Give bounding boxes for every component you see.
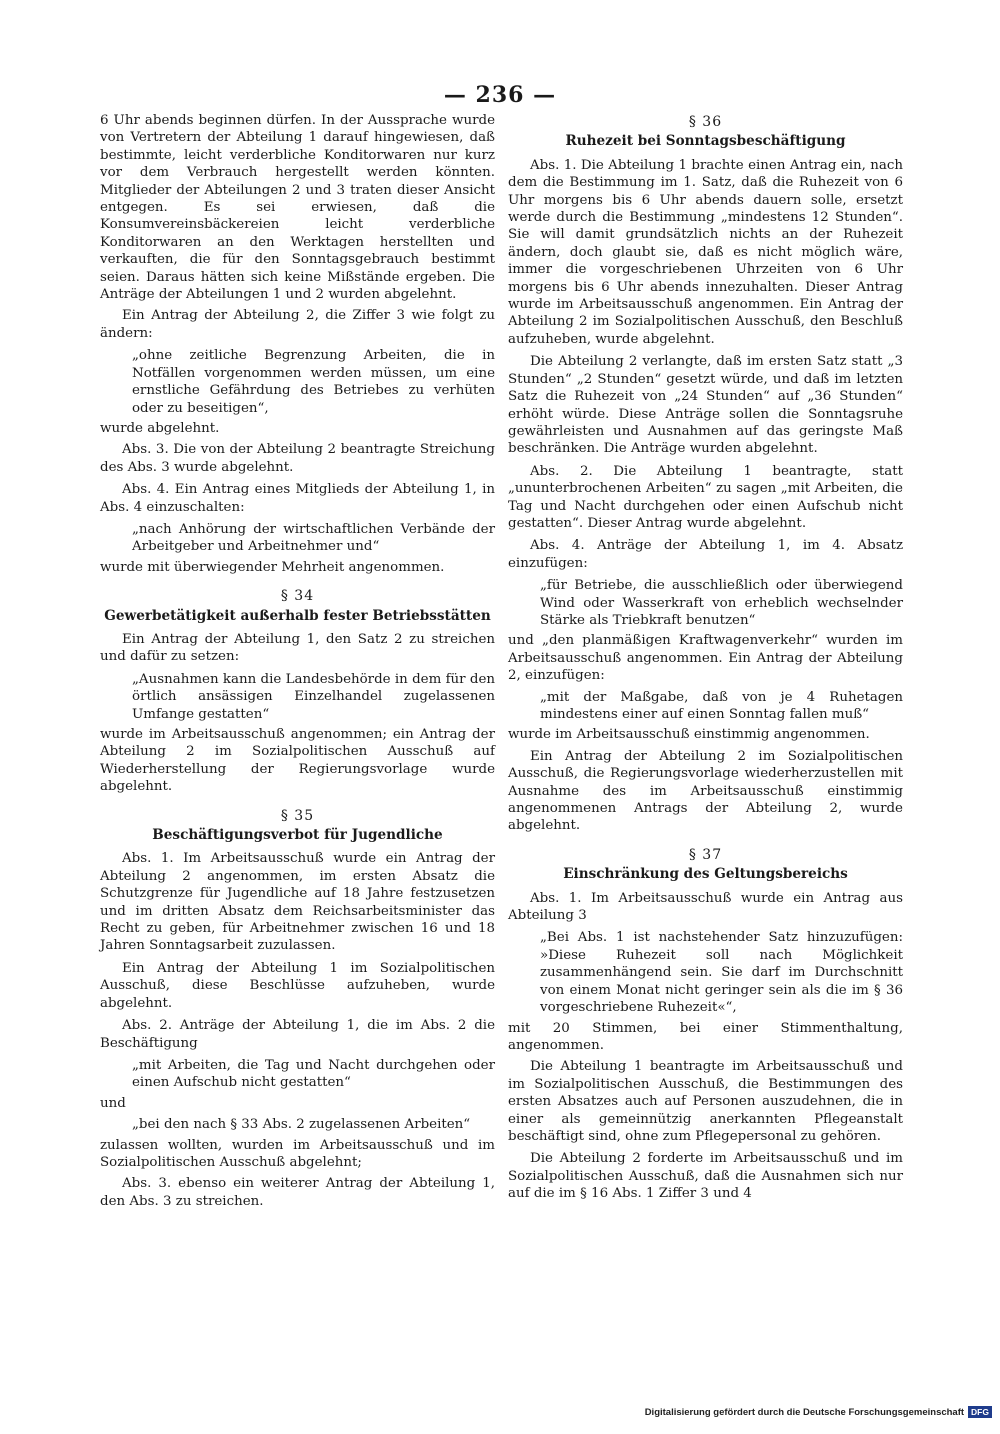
paragraph: Abs. 1. Im Arbeitsausschuß wurde ein Antrag der Abteilung 2 angenommen, im ersten Absatz die Schutzgrenze für Jugendliche auf 18 Jahre festzusetzen und im dritten Absatz dem Reichsarbeitsminister das Recht zu geben, für Arbeitnehmer zwischen 16 und 18 Jahren Sonntagsarbeit zuzulassen. <box>100 851 495 954</box>
paragraph: wurde im Arbeitsausschuß angenommen; ein Antrag der Abteilung 2 im Sozialpolitischen Ausschuß auf Wiederherstellung der Regierungsvorlage wurde abgelehnt. <box>100 727 495 795</box>
paragraph: Abs. 4. Anträge der Abteilung 1, im 4. Absatz einzufügen: <box>508 538 903 571</box>
paragraph: wurde abgelehnt. <box>100 420 220 436</box>
paragraph: und „den planmäßigen Kraftwagenverkehr“ wurden im Arbeitsausschuß angenommen. Ein Antrag der Abteilung 2, einzufügen: <box>508 633 903 684</box>
paragraph: Ein Antrag der Abteilung 1, den Satz 2 zu streichen und dafür zu setzen: <box>100 631 495 665</box>
paragraph: wurde mit überwiegender Mehrheit angenommen. <box>100 559 445 575</box>
paragraph: 6 Uhr abends beginnen dürfen. In der Aussprache wurde von Vertretern der Abteilung 1 darauf hingewiesen, daß bestimmte, leicht verderbliche Konditorwaren nur kurz vor dem Verbrauch hergestellt werden könnten. Mitglieder der Abteilungen 2 und 3 traten dieser Ansicht entgegen. Es sei erwiesen, daß die Konsumvereinsbäckereien leicht verderbliche Konditorwaren an den Werktagen herstellten und verkauften, die für den Sonntagsgebrauch bestimmt seien. Daraus hätten sich keine Mißstände ergeben. Die Anträge der Abteilungen 1 und 2 wurden abgelehnt. <box>100 113 495 303</box>
section-title: Beschäftigungsverbot für Jugendliche <box>152 827 443 844</box>
paragraph: Abs. 1. Die Abteilung 1 brachte einen Antrag ein, nach dem die Bestimmung im 1. Satz, daß die Ruhezeit von 6 Uhr morgens bis 6 Uhr abends dauern solle, ersetzt werde durch die Bestimmung „mindestens 12 Stunden“. Sie will damit grundsätzlich nichts an der Ruhezeit ändern, doch glaubt sie, daß es nicht möglich wäre, immer die vorgeschriebenen Uhrzeiten von 6 Uhr morgens bis 6 Uhr abends innezuhalten. Dieser Antrag wurde im Arbeitsausschuß angenommen. Ein Antrag der Abteilung 2 im Sozialpolitischen Ausschuß, den Beschluß aufzuheben, wurde abgelehnt. <box>508 157 903 347</box>
paragraph: Abs. 2. Die Abteilung 1 beantragte, statt „ununterbrochenen Arbeiten“ zu sagen „mit Arbeiten, die Tag und Nacht durchgehen oder einen Aufschub nicht gestatten“. Dieser Antrag wurde abgelehnt. <box>508 463 903 531</box>
paragraph: Abs. 2. Anträge der Abteilung 1, die im Abs. 2 die Beschäftigung <box>100 1018 495 1051</box>
paragraph: und <box>100 1095 126 1111</box>
paragraph: Abs. 1. Im Arbeitsausschuß wurde ein Antrag aus Abteilung 3 <box>508 890 903 924</box>
section-title: Einschränkung des Geltungsbereichs <box>563 866 848 883</box>
paragraph: Ein Antrag der Abteilung 2 im Sozialpolitischen Ausschuß, die Regierungsvorlage wiederherzustellen mit Ausnahme des im Arbeitsausschuß einstimmig angenommenen Antrags der Abteilung 2, wurde abgelehnt. <box>508 748 903 834</box>
paragraph: wurde im Arbeitsausschuß einstimmig angenommen. <box>508 727 870 743</box>
footer <box>645 1406 992 1418</box>
paragraph: Die Abteilung 1 beantragte im Arbeitsausschuß und im Sozialpolitischen Ausschuß, die Bestimmungen des ersten Absatzes auch auf Personen auszudehnen, die in einer als gemeinnützig anerkannten Pflegeanstalt beschäftigt sind, ohne zum Pflegepersonal zu gehören. <box>508 1059 903 1144</box>
page-number: — 236 — <box>443 82 557 108</box>
section-number: § 35 <box>280 807 315 824</box>
paragraph: Abs. 3. ebenso ein weiterer Antrag der Abteilung 1, den Abs. 3 zu streichen. <box>100 1176 495 1209</box>
left-column <box>100 112 495 1215</box>
paragraph: mit 20 Stimmen, bei einer Stimmenthaltung, angenommen. <box>508 1020 903 1053</box>
right-column <box>508 112 903 1208</box>
paragraph: Abs. 4. Ein Antrag eines Mitglieds der Abteilung 1, in Abs. 4 einzuschalten: <box>100 482 495 515</box>
quoted-text: „Ausnahmen kann die Landesbehörde in dem für den örtlich ansässigen Einzelhandel zugelassenen Umfange gestatten“ <box>132 671 495 722</box>
paragraph: Die Abteilung 2 verlangte, daß im ersten Satz statt „3 Stunden“ „2 Stunden“ gesetzt würde, und daß im letzten Satz die Ruhezeit von „24 Stunden“ auf „36 Stunden“ erhöht würde. Diese Anträge sollen die Sonntagsruhe gewährleisten und Ausnahmen auf das geringste Maß beschränken. Die Anträge wurden abgelehnt. <box>508 354 903 457</box>
quoted-text: „ohne zeitliche Begrenzung Arbeiten, die in Notfällen vorgenommen werden müssen, um eine ernstliche Gefährdung des Betriebes zu verhüten oder zu beseitigen“, <box>132 348 495 416</box>
paragraph: Ein Antrag der Abteilung 2, die Ziffer 3 wie folgt zu ändern: <box>100 308 495 341</box>
quoted-text: „bei den nach § 33 Abs. 2 zugelassenen Arbeiten“ <box>132 1117 471 1133</box>
quoted-text: „mit Arbeiten, die Tag und Nacht durchgehen oder einen Aufschub nicht gestatten“ <box>132 1057 495 1091</box>
paragraph: Abs. 3. Die von der Abteilung 2 beantragte Streichung des Abs. 3 wurde abgelehnt. <box>100 442 495 475</box>
quoted-text: „für Betriebe, die ausschließlich oder überwiegend Wind oder Wasserkraft von erheblich wechselnder Stärke als Triebkraft benutzen“ <box>540 578 903 628</box>
footer-text: Digitalisierung gefördert durch die Deutsche Forschungsgemeinschaft <box>644 1406 965 1418</box>
section-title: Ruhezeit bei Sonntagsbeschäftigung <box>565 133 846 150</box>
paragraph: Ein Antrag der Abteilung 1 im Sozialpolitischen Ausschuß, diese Beschlüsse aufzuheben, wurde abgelehnt. <box>100 960 495 1011</box>
quoted-text: „mit der Maßgabe, daß von je 4 Ruhetagen mindestens einer auf einen Sonntag fallen muß“ <box>540 689 903 722</box>
section-title: Gewerbetätigkeit außerhalb fester Betriebsstätten <box>104 607 491 624</box>
quoted-text: „nach Anhörung der wirtschaftlichen Verbände der Arbeitgeber und Arbeitnehmer und“ <box>132 521 495 555</box>
paragraph: Die Abteilung 2 forderte im Arbeitsausschuß und im Sozialpolitischen Ausschuß, daß die Ausnahmen sich nur auf die im § 16 Abs. 1 Ziffer 3 und 4 <box>508 1151 903 1202</box>
section-number: § 34 <box>280 588 315 605</box>
section-number: § 36 <box>688 114 723 130</box>
dfg-logo: DFG <box>968 1406 992 1418</box>
section-number: § 37 <box>688 846 723 863</box>
quoted-text: „Bei Abs. 1 ist nachstehender Satz hinzuzufügen: »Diese Ruhezeit soll nach Möglichkeit zusammenhängend sein. Sie darf im Durchschnitt von einem Monat nicht geringer sein als die im § 36 vorgeschriebene Ruhezeit«“, <box>540 930 903 1016</box>
paragraph: zulassen wollten, wurden im Arbeitsausschuß und im Sozialpolitischen Ausschuß abgelehnt; <box>100 1137 495 1170</box>
